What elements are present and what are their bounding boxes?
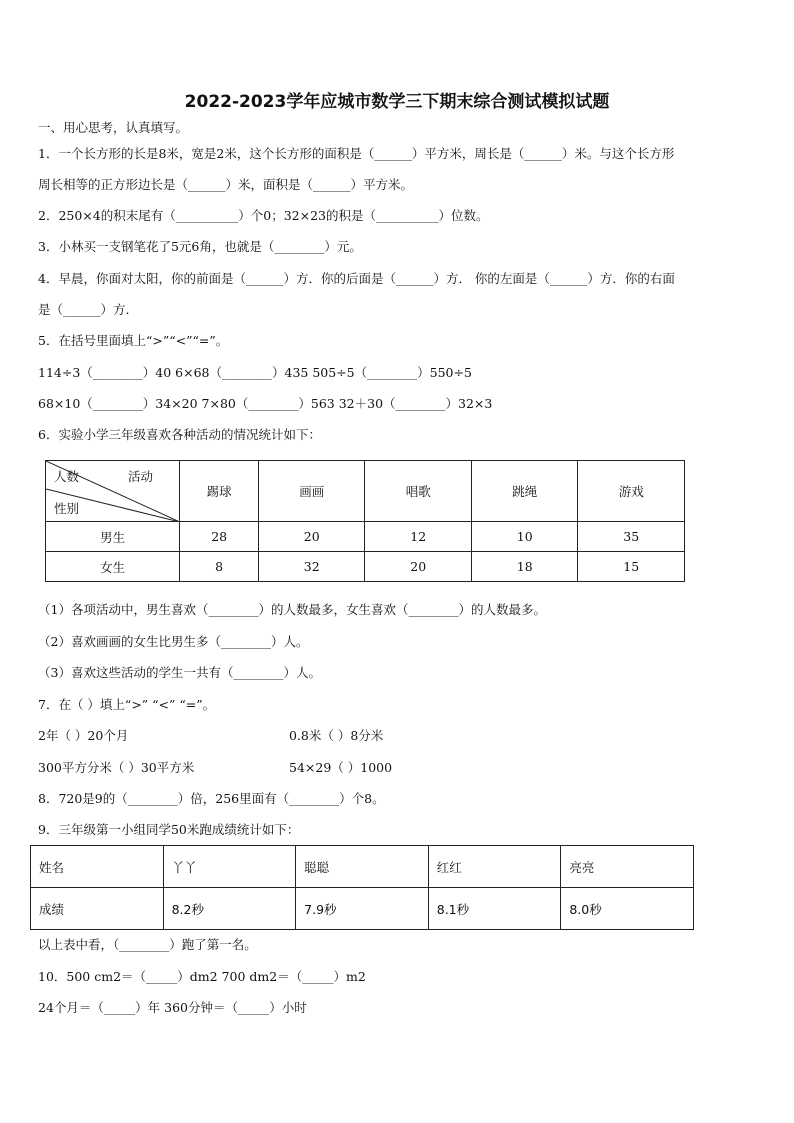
table-cell: 18	[471, 552, 578, 582]
activity-table	[45, 460, 685, 582]
row-label: 女生	[46, 552, 180, 582]
table-cell: 丫丫	[163, 846, 296, 888]
question-8: 8．720是9的（________）倍，256里面有（________）个8。	[38, 791, 385, 806]
question-1-line-2: 周长相等的正方形边长是（______）米，面积是（______）平方米。	[38, 177, 414, 192]
table-cell: 28	[180, 522, 259, 552]
table-row	[31, 846, 694, 888]
question-6-part-2: （2）喜欢画画的女生比男生多（________）人。	[38, 634, 309, 649]
question-6: 6．实验小学三年级喜欢各种活动的情况统计如下：	[38, 427, 321, 442]
question-4-line-2: 是（______）方.	[38, 302, 130, 317]
question-3: 3．小林买一支钢笔花了5元6角，也就是（________）元。	[38, 239, 362, 254]
question-7: 7．在（ ）填上“>” “<” “=”。	[38, 697, 216, 712]
table-row	[31, 888, 694, 930]
table-cell: 12	[365, 522, 472, 552]
header-cell: 跳绳	[471, 461, 578, 522]
question-1-line-1: 1．一个长方形的长是8米，宽是2米，这个长方形的面积是（______）平方米，周长是（______）米。与这个长方形	[38, 146, 675, 161]
running-score-table	[30, 845, 694, 930]
table-cell: 20	[365, 552, 472, 582]
question-7-item-1: 2年（ ）20个月	[38, 728, 129, 743]
table-row	[46, 522, 685, 552]
table-cell: 成绩	[31, 888, 164, 930]
table-cell: 15	[578, 552, 685, 582]
table-cell: 7.9秒	[296, 888, 429, 930]
table-cell: 8.0秒	[561, 888, 694, 930]
diagonal-header-cell	[46, 461, 180, 522]
question-6-part-1: （1）各项活动中，男生喜欢（________）的人数最多，女生喜欢（________）的人数最多。	[38, 602, 546, 617]
corner-label-activity: 活动	[128, 469, 154, 484]
corner-label-gender: 性别	[54, 501, 80, 516]
table-cell: 红红	[428, 846, 561, 888]
header-cell: 游戏	[578, 461, 685, 522]
question-7-item-3: 300平方分米（ ）30平方米	[38, 760, 195, 775]
table-cell: 32	[258, 552, 365, 582]
table-cell: 8.1秒	[428, 888, 561, 930]
question-9-answer: 以上表中看，（________）跑了第一名。	[38, 937, 257, 952]
table-cell: 姓名	[31, 846, 164, 888]
question-10-line-1: 10．500 cm2＝（_____）dm2 700 dm2＝（_____）m2	[38, 969, 366, 984]
question-5: 5．在括号里面填上“>”“<”“=”。	[38, 333, 229, 348]
table-cell: 35	[578, 522, 685, 552]
section-heading: 一、用心思考，认真填写。	[38, 120, 189, 135]
question-5-row-2: 68×10（________）34×20 7×80（________）563 32＋30（________）32×3	[38, 396, 493, 411]
question-7-item-4: 54×29（ ）1000	[289, 760, 393, 775]
question-10-line-2: 24个月＝（_____）年 360分钟＝（_____）小时	[38, 1000, 307, 1015]
question-9: 9．三年级第一小组同学50米跑成绩统计如下：	[38, 822, 300, 837]
corner-label-count: 人数	[54, 469, 80, 484]
table-cell: 聪聪	[296, 846, 429, 888]
table-cell: 10	[471, 522, 578, 552]
table-cell: 8.2秒	[163, 888, 296, 930]
table-row	[46, 552, 685, 582]
question-2: 2．250×4的积末尾有（__________）个0；32×23的积是（__________）位数。	[38, 208, 489, 223]
question-4-line-1: 4．早晨，你面对太阳，你的前面是（______）方．你的后面是（______）方． 你的左面是（______）方．你的右面	[38, 271, 675, 286]
table-cell: 8	[180, 552, 259, 582]
page-title: 2022-2023学年应城市数学三下期末综合测试模拟试题	[184, 92, 610, 112]
question-7-item-2: 0.8米（ ）8分米	[289, 728, 384, 743]
header-cell: 唱歌	[365, 461, 472, 522]
table-cell: 亮亮	[561, 846, 694, 888]
question-5-row-1: 114÷3（________）40 6×68（________）435 505÷5（________）550÷5	[38, 365, 472, 380]
header-cell: 踢球	[180, 461, 259, 522]
header-cell: 画画	[258, 461, 365, 522]
row-label: 男生	[46, 522, 180, 552]
table-cell: 20	[258, 522, 365, 552]
question-6-part-3: （3）喜欢这些活动的学生一共有（________）人。	[38, 665, 321, 680]
